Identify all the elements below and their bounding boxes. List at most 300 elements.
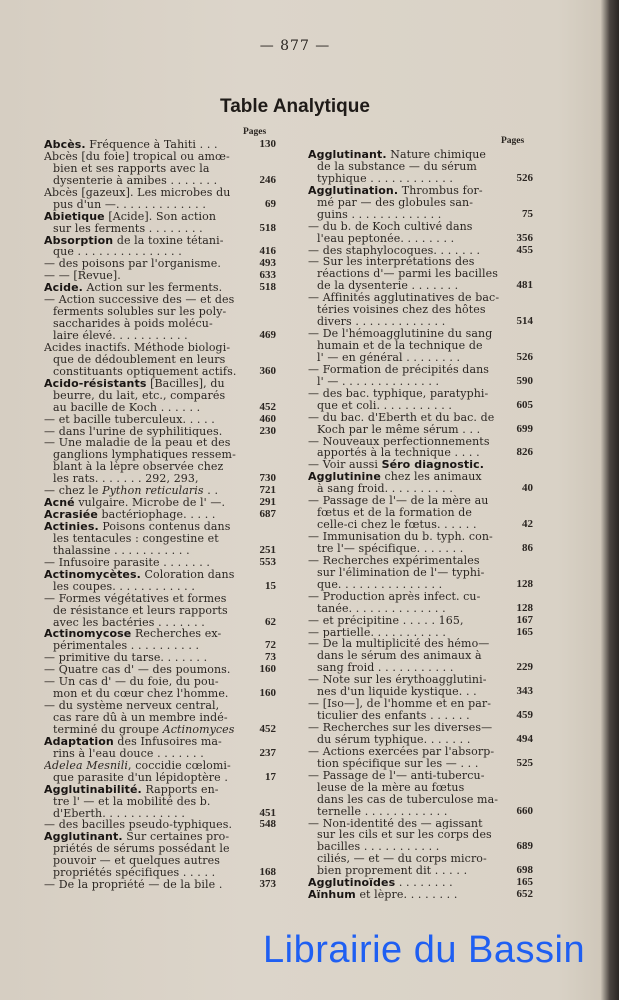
page-ref [246,211,276,223]
index-line [308,221,533,233]
index-line-text [308,328,503,340]
entry-text: pus d'un —. . . . . . . . . . . . . [53,198,206,211]
entry-text: au bacille de Koch . . . . . . [53,401,201,414]
index-line [44,414,276,426]
page-ref [503,459,533,471]
index-line-text [44,700,246,712]
page-ref: 229 [516,662,533,674]
index-line [308,710,533,722]
page-ref: 698 [516,865,533,877]
entry-heading: Actinomycètes. [44,568,141,581]
page-ref: 128 [516,578,533,590]
entry-heading: Agglutinant. [44,831,123,844]
index-line [44,569,276,581]
entry-text: — primitive du tarse. . . . . . . [44,652,208,665]
page-ref: 826 [516,447,533,459]
entry-text: — Une maladie de la peau et des [44,437,231,450]
index-line [308,615,533,627]
index-line-text [308,495,503,507]
index-line-text [44,318,246,330]
page-ref [503,436,533,448]
page-ref [503,268,533,280]
page-ref: 451 [259,807,276,819]
entry-text: — du système nerveux central, [44,700,220,712]
index-line [308,376,533,388]
index-line-text [308,447,503,459]
page-ref [246,342,276,354]
page-ref [503,149,533,161]
index-line-text [308,877,503,889]
index-line-text [44,258,246,270]
index-line [308,304,533,316]
page-ref [503,698,533,710]
page-ref [503,221,533,233]
index-line [44,282,276,294]
index-line [44,533,276,545]
entry-text: — du b. de Koch cultivé dans [308,220,473,233]
index-line [44,402,276,414]
entry-text: — Nouveaux perfectionnements [308,435,490,448]
index-line [308,412,533,424]
index-line [44,819,276,831]
page-ref [246,760,276,772]
page-ref: 721 [259,485,276,497]
index-line-text [44,831,246,843]
index-line-text [44,354,246,366]
entry-text: l'eau peptonée. . . . . . . . [317,232,455,245]
index-line-text [308,209,503,221]
page-ref [246,784,276,796]
page-ref: 548 [259,819,276,831]
index-line [308,603,533,615]
entry-text: [Acide]. Son action [104,210,217,223]
entry-text: — Recherches expérimentales [308,554,480,567]
entry-heading: Agglutinoïdes [308,877,396,890]
entry-text: sang froid . . . . . . . . . . . [317,662,454,675]
index-line-text [44,688,246,700]
entry-text: — partielle. . . . . . . . . . . [308,626,446,639]
entry-text: bacilles . . . . . . . . . . . [317,841,440,854]
index-line [44,867,276,879]
index-line-text [308,483,503,495]
entry-text: — Affinités agglutinatives de bac- [308,292,500,305]
entry-text: d'Eberth. . . . . . . . . . . . [53,807,185,820]
page-ref [246,831,276,843]
index-line-text [44,724,246,736]
index-line [44,378,276,390]
index-line-text [44,509,246,521]
index-line [44,294,276,306]
entry-text: de résistance et leurs rapports [53,604,228,617]
page-ref: 42 [522,519,533,531]
index-line-text [44,533,246,545]
index-line [308,185,533,197]
entry-text: Recherches ex- [131,628,222,641]
page-ref: 62 [265,616,276,628]
index-line [44,557,276,569]
index-column-right [308,149,533,901]
page-ref: 553 [259,556,276,568]
index-line-text [308,865,503,877]
index-line [308,746,533,758]
index-line [44,676,276,688]
page-ref: 416 [259,246,276,258]
page-ref: 75 [522,208,533,220]
entry-text: — Un cas d' — du foie, du pou- [44,676,219,689]
page-ref: 590 [516,375,533,387]
entry-heading: Absorption [44,234,114,247]
page-ref: 518 [259,222,276,234]
page-ref [503,782,533,794]
page-ref: 633 [259,270,276,282]
index-line-text [44,784,246,796]
index-line [44,772,276,784]
index-line-text [308,794,503,806]
entry-text: — des bacilles pseudo-typhiques. [44,819,233,832]
entry-text: — chez le [44,485,103,498]
entry-text: — Passage de l'— anti-tubercu- [308,769,485,782]
entry-text: ticulier des enfants . . . . . . [317,710,470,722]
index-line [308,280,533,292]
index-line-text [308,698,503,710]
entry-text: — du bac. d'Eberth et du bac. de [308,411,495,424]
page-ref: 73 [265,652,276,664]
index-line-text [44,485,246,497]
page-ref [503,340,533,352]
entry-heading: Aïnhum [308,889,356,902]
index-line [44,628,276,640]
index-line-text [308,340,503,352]
entry-text: blant à la lèpre observée chez [53,461,224,474]
index-line-text [44,342,246,354]
index-line-text [44,139,246,151]
index-line-text [44,402,246,414]
entry-text: que et coli. . . . . . . . . . . [317,399,453,412]
index-line [308,818,533,830]
index-line [44,354,276,366]
entry-text: que . . . . . . . . . . . . . . . [53,246,182,259]
index-line [308,698,533,710]
page-ref: 40 [522,483,533,495]
entry-text: vulgaire. Microbe de l' —. [74,497,226,510]
entry-text: téries voisines chez des hôtes [317,304,486,317]
index-line-text [44,557,246,569]
index-line [44,426,276,438]
entry-heading: Acide. [44,282,83,295]
index-line-text [308,268,503,280]
index-line-text [308,841,503,853]
index-line [44,306,276,318]
index-line [44,199,276,211]
page-ref [503,591,533,603]
index-line-text [44,461,246,473]
entry-text: bien proprement dit . . . . . [317,865,468,878]
index-line-text [308,436,503,448]
page-ref: 165 [516,626,533,638]
page-ref: 455 [516,244,533,256]
index-line [308,531,533,543]
index-line [308,686,533,698]
entry-italic: Actinomyces [162,723,235,736]
entry-text: leuse de la mère au fœtus [317,781,465,794]
index-line-text [44,414,246,426]
entry-heading: Agglutinine [308,471,381,484]
index-line-text [308,889,503,901]
index-line-text [44,843,246,855]
index-line [308,340,533,352]
index-line [308,794,533,806]
index-line-text [308,782,503,794]
entry-text: chez les animaux [380,471,482,484]
entry-text: réactions d'— parmi les bacilles [317,268,498,281]
index-line [44,593,276,605]
entry-text: Koch par le même sérum . . . [317,423,481,436]
index-line [44,748,276,760]
entry-text: rins à l'eau douce . . . . . . . [53,747,204,760]
page-ref: 452 [259,401,276,413]
page-ref [246,449,276,461]
index-line-text [44,855,246,867]
index-line-text [308,173,503,185]
index-line-text [44,330,246,342]
index-line [44,366,276,378]
entry-text: — des staphylocoques. . . . . . . [308,244,481,257]
entry-text: tanée. . . . . . . . . . . . . . [317,602,446,615]
index-line [308,471,533,483]
index-line [308,316,533,328]
entry-text: Poisons contenus dans [98,521,231,533]
entry-heading: Acrasiée [44,509,98,521]
index-line [44,855,276,867]
index-line-text [44,569,246,581]
index-line [44,712,276,724]
entry-text: — Formation de précipités dans [308,363,490,376]
index-line-text [308,316,503,328]
page-ref [246,318,276,330]
index-line-text [44,617,246,629]
index-line [44,688,276,700]
entry-text: dans les cas de tuberculose ma- [317,793,499,806]
page-ref: 652 [516,889,533,901]
entry-text: tre l' — et la mobilité des b. [53,795,211,808]
index-line-text [44,593,246,605]
index-line [308,388,533,400]
page-ref [503,794,533,806]
index-line [308,424,533,436]
entry-text: pouvoir — et quelques autres [53,855,220,868]
index-line-text [44,282,246,294]
entry-text: dans le sérum des animaux à [317,650,482,663]
page-ref: 689 [516,841,533,853]
page-ref [503,412,533,424]
entry-text: sur les cils et sur les corps des [317,829,492,842]
index-line-text [44,390,246,402]
entry-text: . . [203,485,219,498]
page-ref [503,292,533,304]
pages-column-label-right: Pages [501,136,525,146]
page-ref: 730 [259,473,276,485]
index-line [44,843,276,855]
entry-text: sur les ferments . . . . . . . . [53,222,203,235]
index-line-text [308,280,503,292]
index-line-text [44,497,246,509]
page-ref [503,674,533,686]
page-ref [246,187,276,199]
index-line [308,149,533,161]
index-line-text [44,819,246,831]
index-line-text [44,879,246,891]
index-line-text [308,376,503,388]
index-line [44,223,276,235]
page-ref [503,555,533,567]
index-line-text [308,758,503,770]
page-ref: 481 [516,280,533,292]
entry-text: thalassine . . . . . . . . . . . [53,544,190,557]
entry-text: — Voir aussi [308,459,382,472]
page-ref [246,390,276,402]
page-ref: 69 [265,198,276,210]
index-line [308,734,533,746]
index-line [44,724,276,736]
index-line-text [308,591,503,603]
index-line [308,364,533,376]
index-line-text [308,806,503,818]
entry-text: — Actions exercées par l'absorp- [308,745,495,758]
page-ref [503,161,533,173]
index-line [308,889,533,901]
entry-text: ganglions lymphatiques ressem- [53,449,236,462]
index-line-text [308,603,503,615]
index-line-text [308,543,503,555]
page-ref: 160 [259,688,276,700]
page-ref: 460 [259,413,276,425]
entry-text: priétés de sérums possédant le [53,843,230,856]
index-line-text [308,388,503,400]
index-line-text [44,473,246,485]
entry-text: — Infusoire parasite . . . . . . . [44,556,210,569]
entry-text: — Non-identité des — agissant [308,817,483,830]
index-line [44,808,276,820]
entry-heading: Acné [44,497,75,510]
page-ref [246,676,276,688]
index-line [308,841,533,853]
entry-text: les tentacules : congestine et [53,532,219,545]
entry-text: — Immunisation du b. typh. con- [308,531,493,543]
index-line [308,662,533,674]
index-line-text [44,545,246,557]
index-line [308,829,533,841]
index-line-text [44,366,246,378]
entry-text: — Note sur les érythoagglutini- [308,674,487,687]
index-line-text [308,519,503,531]
entry-text: cas rare dû à un membre indé- [53,712,228,724]
entry-text: ciliés, — et — du corps micro- [317,853,487,866]
entry-text: Action sur les ferments. [82,282,223,295]
page-ref [503,818,533,830]
index-line [308,197,533,209]
page-ref: 291 [259,497,276,509]
index-line [44,796,276,808]
entry-text: de la dysenterie . . . . . . . [317,280,459,293]
index-line [308,483,533,495]
page-ref: 15 [265,580,276,592]
entry-text: avec les bactéries . . . . . . . [53,616,205,629]
entry-text: et lèpre. . . . . . . . [355,889,458,902]
index-line [308,567,533,579]
page-ref: 72 [265,640,276,652]
index-line-text [308,245,503,257]
entry-text: — Quatre cas d' — des poumons. [44,664,231,677]
page-ref [246,700,276,712]
index-line [308,233,533,245]
index-line [44,461,276,473]
index-line [44,449,276,461]
index-line-text [308,638,503,650]
index-line-text [44,187,246,199]
page-ref: 525 [516,757,533,769]
entry-text: humain et de la technique de [317,340,483,352]
entry-italic: Python reticularis [102,485,204,498]
index-line-text [308,471,503,483]
index-line [308,495,533,507]
index-line-text [44,211,246,223]
page-ref [503,531,533,543]
page-ref [246,163,276,175]
entry-text: à sang froid. . . . . . . . . . [317,483,453,496]
entry-text: les rats. . . . . . . 292, 293, [53,473,199,486]
index-line-text [44,760,246,772]
index-line [308,627,533,639]
index-line-text [308,221,503,233]
index-line-text [308,233,503,245]
page-ref [503,304,533,316]
index-line [308,209,533,221]
index-line [308,161,533,173]
index-line [308,806,533,818]
index-line-text [308,256,503,268]
entry-text: — De la propriété — de la bile . [44,879,223,892]
page-ref [246,521,276,533]
index-line [44,760,276,772]
entry-heading: Adaptation [44,735,114,748]
page-ref: 605 [516,399,533,411]
index-column-left [44,139,276,891]
index-line-text [44,175,246,187]
page-ref [246,843,276,855]
page-ref [503,507,533,519]
index-line [44,390,276,402]
index-line [308,865,533,877]
entry-text: Sur certaines pro- [122,831,230,844]
index-line-text [308,185,503,197]
index-line-text [44,270,246,282]
page-ref [503,388,533,400]
index-line-text [44,449,246,461]
index-line [44,736,276,748]
index-line [308,579,533,591]
index-line [44,235,276,247]
index-line [44,139,276,151]
page-ref [503,770,533,782]
page-ref [246,712,276,724]
entry-heading: Actinies. [44,521,99,533]
entry-text: Coloration dans [140,568,235,581]
entry-text: typhique . . . . . . . . . . . . [317,172,454,185]
page-ref: 452 [259,723,276,735]
entry-heading: Abietique [44,210,105,223]
page-ref: 518 [259,282,276,294]
index-line-text [308,507,503,519]
